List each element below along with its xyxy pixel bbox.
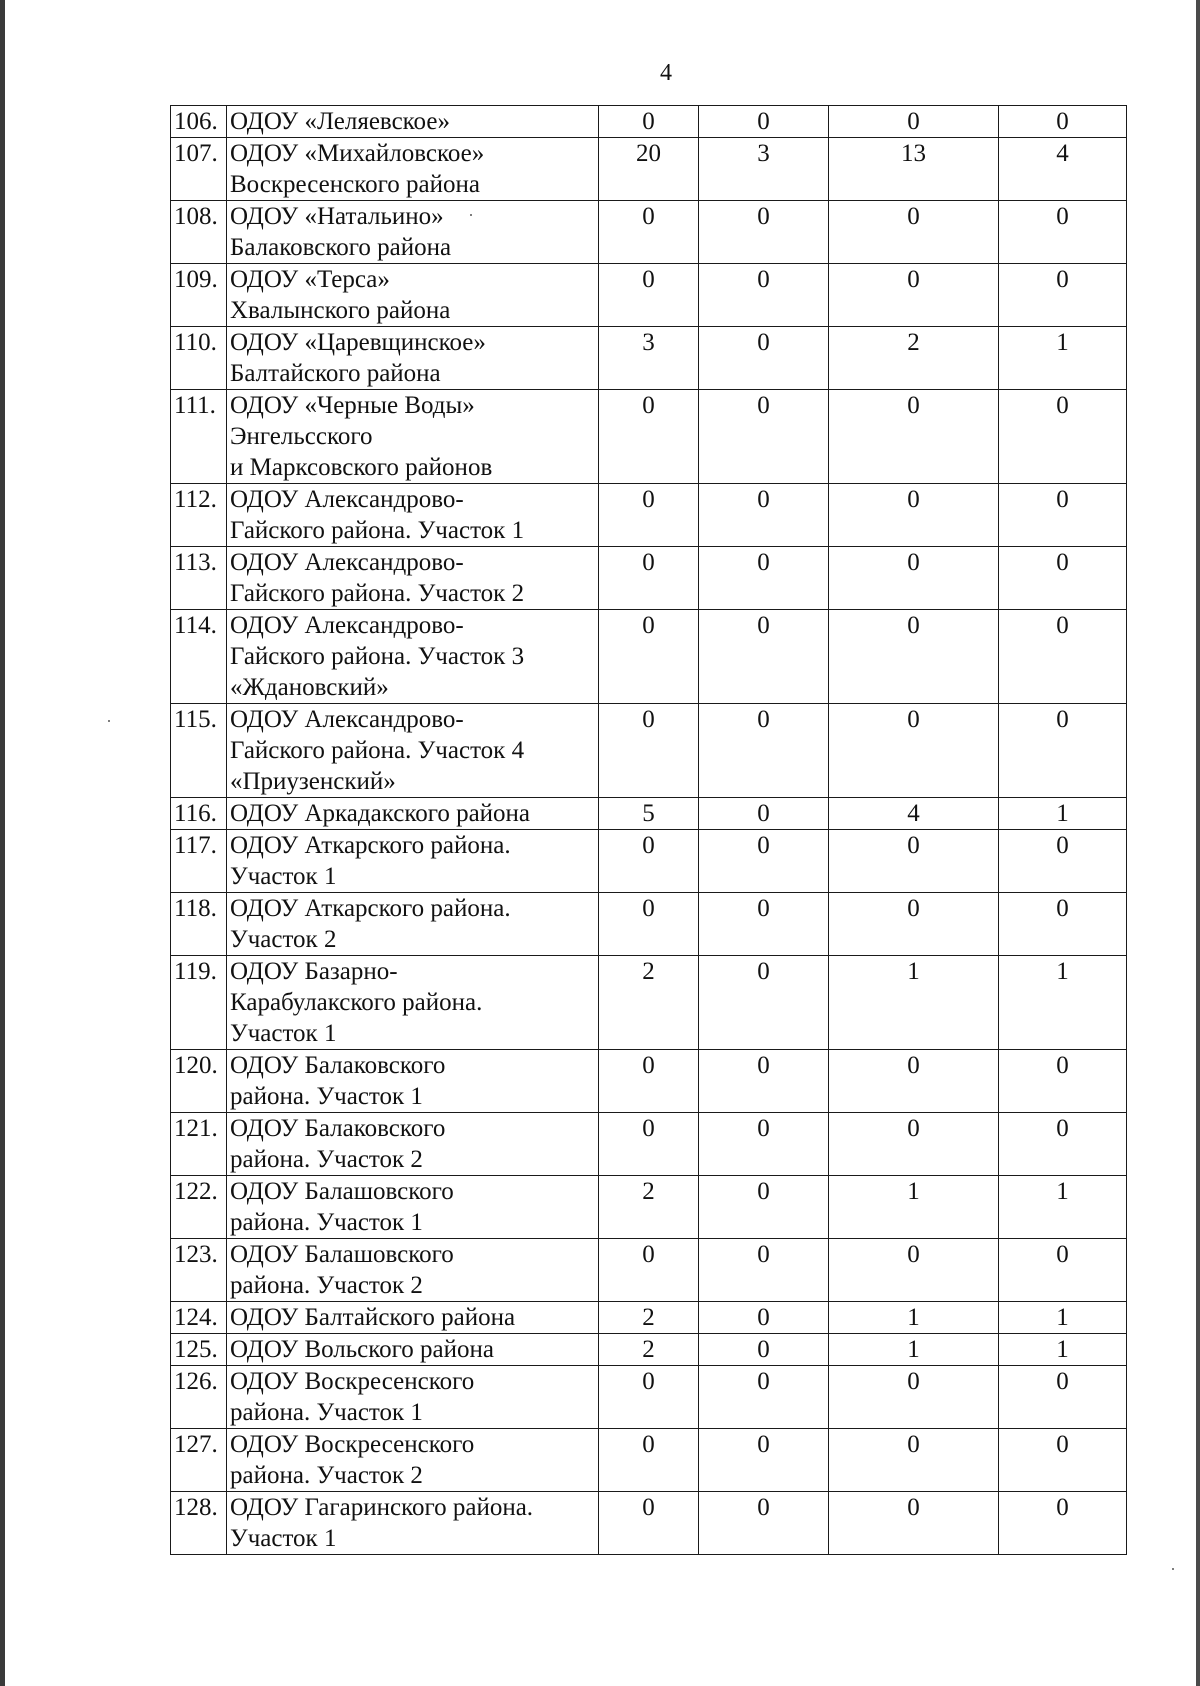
value-cell-4: 1 — [999, 956, 1127, 1050]
organization-name-line: ОДОУ Балаковского — [230, 1052, 446, 1079]
value-cell-4: 4 — [999, 138, 1127, 201]
value-cell-1: 2 — [599, 956, 699, 1050]
organization-name — [227, 390, 599, 484]
organization-name-line: Гайского района. Участок 4 — [230, 737, 525, 764]
value-cell-2: 0 — [699, 1492, 829, 1555]
value-cell-1: 0 — [599, 1050, 699, 1113]
organization-name-line: ОДОУ Александрово- — [230, 706, 464, 733]
value-cell-2: 0 — [699, 1176, 829, 1239]
organization-name — [227, 1239, 599, 1302]
row-number: 111. — [171, 390, 227, 484]
value-cell-2: 0 — [699, 264, 829, 327]
row-number: 114. — [171, 610, 227, 704]
table-row — [171, 830, 1127, 893]
organization-name-line: ОДОУ Александрово- — [230, 612, 464, 639]
organization-name-line: «Приузенский» — [230, 768, 396, 795]
value-cell-4: 0 — [999, 1492, 1127, 1555]
organization-name-line: Балтайского района — [230, 360, 441, 387]
value-cell-2: 0 — [699, 1366, 829, 1429]
row-number: 115. — [171, 704, 227, 798]
organization-name-line: Балаковского района — [230, 234, 452, 261]
organization-name-line: ОДОУ Воскресенского — [230, 1368, 475, 1395]
row-number: 107. — [171, 138, 227, 201]
value-cell-4: 0 — [999, 1429, 1127, 1492]
value-cell-4: 1 — [999, 327, 1127, 390]
organization-name-line: Гайского района. Участок 1 — [230, 517, 525, 544]
organization-name — [227, 893, 599, 956]
organization-name — [227, 264, 599, 327]
value-cell-1: 20 — [599, 138, 699, 201]
table-row — [171, 327, 1127, 390]
organization-name-line: ОДОУ Гагаринского района. — [230, 1494, 534, 1521]
value-cell-2: 0 — [699, 956, 829, 1050]
organization-name-line: ОДОУ «Черные Воды» — [230, 392, 475, 419]
organization-name — [227, 1176, 599, 1239]
table-row — [171, 1113, 1127, 1176]
organization-name-line: района. Участок 1 — [230, 1399, 423, 1426]
value-cell-4: 0 — [999, 1366, 1127, 1429]
value-cell-4: 1 — [999, 1334, 1127, 1366]
table-row — [171, 138, 1127, 201]
value-cell-1: 0 — [599, 1366, 699, 1429]
value-cell-4: 0 — [999, 1050, 1127, 1113]
row-number: 122. — [171, 1176, 227, 1239]
row-number: 118. — [171, 893, 227, 956]
organization-name — [227, 956, 599, 1050]
row-number: 126. — [171, 1366, 227, 1429]
organization-name-line: и Марксовского районов — [230, 454, 493, 481]
scan-speck — [470, 214, 472, 216]
value-cell-4: 1 — [999, 1302, 1127, 1334]
value-cell-4: 1 — [999, 798, 1127, 830]
table-row — [171, 1050, 1127, 1113]
table-row — [171, 956, 1127, 1050]
table-row — [171, 1176, 1127, 1239]
organization-name-line: ОДОУ «Михайловское» — [230, 140, 485, 167]
value-cell-2: 0 — [699, 893, 829, 956]
value-cell-1: 0 — [599, 830, 699, 893]
organization-name-line: ОДОУ Балаковского — [230, 1115, 446, 1142]
value-cell-1: 0 — [599, 1239, 699, 1302]
value-cell-2: 0 — [699, 1050, 829, 1113]
value-cell-4: 0 — [999, 201, 1127, 264]
value-cell-3: 1 — [829, 1334, 999, 1366]
row-number: 120. — [171, 1050, 227, 1113]
value-cell-1: 0 — [599, 704, 699, 798]
value-cell-2: 0 — [699, 106, 829, 138]
value-cell-4: 0 — [999, 390, 1127, 484]
table-row — [171, 547, 1127, 610]
value-cell-4: 0 — [999, 893, 1127, 956]
table-row — [171, 1366, 1127, 1429]
value-cell-1: 2 — [599, 1302, 699, 1334]
value-cell-2: 0 — [699, 1334, 829, 1366]
value-cell-4: 0 — [999, 1113, 1127, 1176]
row-number: 108. — [171, 201, 227, 264]
organization-name — [227, 547, 599, 610]
value-cell-1: 0 — [599, 1113, 699, 1176]
row-number: 125. — [171, 1334, 227, 1366]
value-cell-3: 0 — [829, 704, 999, 798]
value-cell-1: 5 — [599, 798, 699, 830]
row-number: 110. — [171, 327, 227, 390]
scan-edge-right — [1196, 0, 1200, 1686]
scan-speck — [1172, 1568, 1174, 1570]
value-cell-4: 0 — [999, 830, 1127, 893]
organization-name-line: ОДОУ Балашовского — [230, 1178, 454, 1205]
value-cell-3: 4 — [829, 798, 999, 830]
value-cell-2: 3 — [699, 138, 829, 201]
value-cell-3: 0 — [829, 1429, 999, 1492]
value-cell-1: 2 — [599, 1176, 699, 1239]
table-row — [171, 106, 1127, 138]
value-cell-1: 0 — [599, 1492, 699, 1555]
value-cell-3: 1 — [829, 956, 999, 1050]
organization-name-line: Воскресенского района — [230, 171, 480, 198]
value-cell-3: 0 — [829, 610, 999, 704]
value-cell-3: 0 — [829, 1366, 999, 1429]
value-cell-4: 0 — [999, 610, 1127, 704]
row-number: 113. — [171, 547, 227, 610]
value-cell-3: 0 — [829, 1113, 999, 1176]
value-cell-3: 0 — [829, 893, 999, 956]
table-row — [171, 264, 1127, 327]
value-cell-3: 13 — [829, 138, 999, 201]
organization-name — [227, 704, 599, 798]
table-row — [171, 610, 1127, 704]
organization-name-line: района. Участок 2 — [230, 1272, 423, 1299]
organization-name-line: ОДОУ Аткарского района. — [230, 832, 511, 859]
organization-name-line: Участок 2 — [230, 926, 337, 953]
data-table — [170, 105, 1127, 1555]
value-cell-1: 0 — [599, 893, 699, 956]
organization-name-line: ОДОУ «Царевщинское» — [230, 329, 486, 356]
organization-name-line: района. Участок 2 — [230, 1462, 423, 1489]
organization-name-line: Участок 1 — [230, 1020, 337, 1047]
value-cell-4: 0 — [999, 106, 1127, 138]
organization-name — [227, 327, 599, 390]
organization-name-line: района. Участок 2 — [230, 1146, 423, 1173]
value-cell-4: 1 — [999, 1176, 1127, 1239]
organization-name — [227, 1366, 599, 1429]
scan-speck — [108, 720, 110, 722]
value-cell-1: 0 — [599, 264, 699, 327]
organization-name-line: Энгельсского — [230, 423, 373, 450]
table-row — [171, 390, 1127, 484]
organization-name — [227, 1050, 599, 1113]
organization-name — [227, 1334, 599, 1366]
row-number: 116. — [171, 798, 227, 830]
table-row — [171, 1334, 1127, 1366]
organization-name — [227, 1492, 599, 1555]
table-row — [171, 893, 1127, 956]
page-number: 4 — [660, 60, 672, 86]
row-number: 128. — [171, 1492, 227, 1555]
value-cell-1: 0 — [599, 390, 699, 484]
organization-name — [227, 484, 599, 547]
table-body — [171, 106, 1127, 1555]
value-cell-3: 0 — [829, 390, 999, 484]
organization-name — [227, 106, 599, 138]
value-cell-1: 0 — [599, 201, 699, 264]
value-cell-4: 0 — [999, 547, 1127, 610]
value-cell-3: 2 — [829, 327, 999, 390]
organization-name-line: ОДОУ «Натальино» — [230, 203, 444, 230]
table-row — [171, 1302, 1127, 1334]
value-cell-2: 0 — [699, 484, 829, 547]
value-cell-2: 0 — [699, 798, 829, 830]
organization-name — [227, 610, 599, 704]
organization-name-line: ОДОУ Балтайского района — [230, 1304, 516, 1331]
row-number: 127. — [171, 1429, 227, 1492]
value-cell-3: 0 — [829, 1239, 999, 1302]
organization-name — [227, 1113, 599, 1176]
organization-name — [227, 201, 599, 264]
value-cell-2: 0 — [699, 830, 829, 893]
table-row — [171, 1239, 1127, 1302]
organization-name-line: ОДОУ Аткарского района. — [230, 895, 511, 922]
value-cell-1: 0 — [599, 610, 699, 704]
organization-name-line: ОДОУ Воскресенского — [230, 1431, 475, 1458]
value-cell-2: 0 — [699, 1239, 829, 1302]
row-number: 112. — [171, 484, 227, 547]
organization-name-line: ОДОУ «Терса» — [230, 266, 390, 293]
value-cell-3: 1 — [829, 1302, 999, 1334]
row-number: 117. — [171, 830, 227, 893]
scan-edge-left — [0, 0, 5, 1686]
organization-name — [227, 138, 599, 201]
value-cell-3: 0 — [829, 547, 999, 610]
organization-name-line: ОДОУ Вольского района — [230, 1336, 494, 1363]
row-number: 106. — [171, 106, 227, 138]
table-row — [171, 704, 1127, 798]
table-row — [171, 798, 1127, 830]
value-cell-4: 0 — [999, 264, 1127, 327]
row-number: 124. — [171, 1302, 227, 1334]
organization-name-line: ОДОУ Александрово- — [230, 549, 464, 576]
organization-name-line: ОДОУ Аркадакского района — [230, 800, 531, 827]
organization-name-line: района. Участок 1 — [230, 1209, 423, 1236]
value-cell-4: 0 — [999, 704, 1127, 798]
row-number: 119. — [171, 956, 227, 1050]
organization-name-line: Участок 1 — [230, 1525, 337, 1552]
table-row — [171, 201, 1127, 264]
value-cell-3: 0 — [829, 484, 999, 547]
value-cell-3: 0 — [829, 264, 999, 327]
organization-name — [227, 830, 599, 893]
table-row — [171, 1429, 1127, 1492]
organization-name-line: Карабулакского района. — [230, 989, 483, 1016]
organization-name — [227, 1302, 599, 1334]
value-cell-4: 0 — [999, 1239, 1127, 1302]
value-cell-3: 0 — [829, 106, 999, 138]
value-cell-3: 0 — [829, 201, 999, 264]
value-cell-3: 0 — [829, 1050, 999, 1113]
value-cell-2: 0 — [699, 327, 829, 390]
value-cell-1: 0 — [599, 484, 699, 547]
organization-name — [227, 798, 599, 830]
row-number: 121. — [171, 1113, 227, 1176]
organization-name-line: Участок 1 — [230, 863, 337, 890]
organization-name-line: ОДОУ «Леляевское» — [230, 108, 450, 135]
organization-name-line: ОДОУ Балашовского — [230, 1241, 454, 1268]
row-number: 109. — [171, 264, 227, 327]
value-cell-2: 0 — [699, 1113, 829, 1176]
organization-name — [227, 1429, 599, 1492]
table-row — [171, 1492, 1127, 1555]
value-cell-1: 0 — [599, 1429, 699, 1492]
table-row — [171, 484, 1127, 547]
value-cell-1: 0 — [599, 106, 699, 138]
organization-name-line: ОДОУ Александрово- — [230, 486, 464, 513]
value-cell-1: 0 — [599, 547, 699, 610]
value-cell-3: 1 — [829, 1176, 999, 1239]
organization-name-line: района. Участок 1 — [230, 1083, 423, 1110]
organization-name-line: «Ждановский» — [230, 674, 389, 701]
organization-name-line: Гайского района. Участок 2 — [230, 580, 525, 607]
value-cell-2: 0 — [699, 704, 829, 798]
value-cell-2: 0 — [699, 1302, 829, 1334]
value-cell-2: 0 — [699, 201, 829, 264]
value-cell-2: 0 — [699, 390, 829, 484]
value-cell-4: 0 — [999, 484, 1127, 547]
value-cell-2: 0 — [699, 547, 829, 610]
value-cell-1: 2 — [599, 1334, 699, 1366]
organization-name-line: ОДОУ Базарно- — [230, 958, 398, 985]
value-cell-2: 0 — [699, 610, 829, 704]
value-cell-3: 0 — [829, 1492, 999, 1555]
value-cell-3: 0 — [829, 830, 999, 893]
organization-name-line: Хвалынского района — [230, 297, 451, 324]
organization-name-line: Гайского района. Участок 3 — [230, 643, 525, 670]
value-cell-2: 0 — [699, 1429, 829, 1492]
value-cell-1: 3 — [599, 327, 699, 390]
row-number: 123. — [171, 1239, 227, 1302]
